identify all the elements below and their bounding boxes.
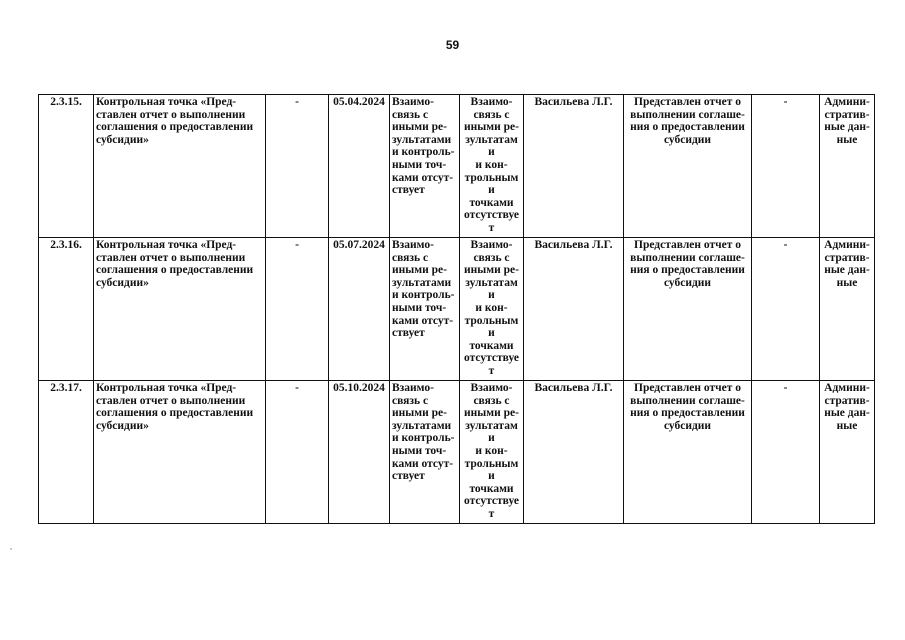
page-number: 59 bbox=[445, 38, 460, 52]
table-row bbox=[39, 381, 875, 524]
control-points-table bbox=[38, 94, 875, 524]
relation-cell: Взаимо- связь с иными ре- зультатами и кон- трольными точками отсутствует bbox=[460, 381, 524, 524]
relation-cell: Взаимо- связь с иными ре- зультатами и кон- трольными точками отсутствует bbox=[460, 238, 524, 381]
dash-cell: - bbox=[266, 238, 329, 381]
dash-cell: - bbox=[752, 95, 820, 238]
result-cell: Представлен отчет о выполнении соглаше- ния о предоставлении субсидии bbox=[624, 95, 752, 238]
scan-artifact bbox=[10, 548, 12, 550]
result-cell: Представлен отчет о выполнении соглаше- ния о предоставлении субсидии bbox=[624, 238, 752, 381]
relation-cell: Взаимо- связь с иными ре- зультатами и контроль- ными точ- ками отсут- ствует bbox=[390, 95, 460, 238]
dash-cell: - bbox=[266, 381, 329, 524]
data-source-cell: Админи- стратив- ные дан- ные bbox=[820, 381, 875, 524]
table-row bbox=[39, 238, 875, 381]
control-point-name-cell: Контрольная точка «Пред- ставлен отчет о выполнении соглашения о предоставлении субсидии» bbox=[94, 381, 266, 524]
responsible-cell: Васильева Л.Г. bbox=[524, 381, 624, 524]
dash-cell: - bbox=[752, 238, 820, 381]
result-cell: Представлен отчет о выполнении соглаше- ния о предоставлении субсидии bbox=[624, 381, 752, 524]
date-cell: 05.07.2024 bbox=[329, 238, 390, 381]
table-row bbox=[39, 95, 875, 238]
control-point-name-cell: Контрольная точка «Пред- ставлен отчет о выполнении соглашения о предоставлении субсидии» bbox=[94, 238, 266, 381]
responsible-cell: Васильева Л.Г. bbox=[524, 238, 624, 381]
date-cell: 05.04.2024 bbox=[329, 95, 390, 238]
dash-cell: - bbox=[752, 381, 820, 524]
data-source-cell: Админи- стратив- ные дан- ные bbox=[820, 238, 875, 381]
row-number-cell: 2.3.17. bbox=[39, 381, 94, 524]
control-point-name-cell: Контрольная точка «Пред- ставлен отчет о выполнении соглашения о предоставлении субсидии» bbox=[94, 95, 266, 238]
relation-cell: Взаимо- связь с иными ре- зультатами и контроль- ными точ- ками отсут- ствует bbox=[390, 238, 460, 381]
date-cell: 05.10.2024 bbox=[329, 381, 390, 524]
dash-cell: - bbox=[266, 95, 329, 238]
responsible-cell: Васильева Л.Г. bbox=[524, 95, 624, 238]
relation-cell: Взаимо- связь с иными ре- зультатами и контроль- ными точ- ками отсут- ствует bbox=[390, 381, 460, 524]
relation-cell: Взаимо- связь с иными ре- зультатами и кон- трольными точками отсутствует bbox=[460, 95, 524, 238]
data-source-cell: Админи- стратив- ные дан- ные bbox=[820, 95, 875, 238]
row-number-cell: 2.3.16. bbox=[39, 238, 94, 381]
row-number-cell: 2.3.15. bbox=[39, 95, 94, 238]
